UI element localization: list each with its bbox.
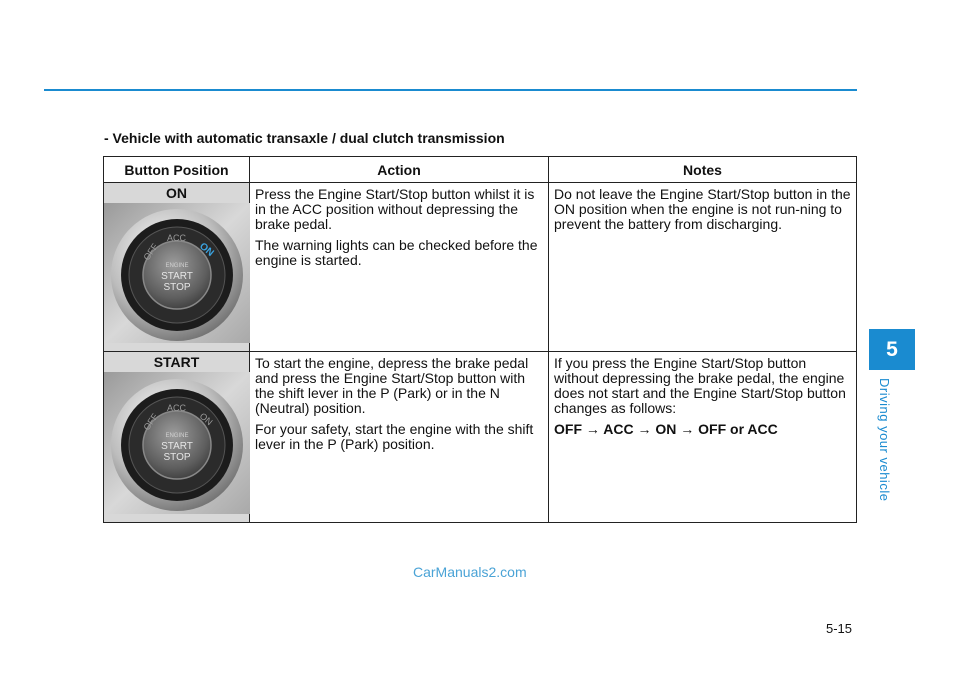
watermark: CarManuals2.com: [413, 564, 527, 580]
button-position-table: [103, 156, 857, 523]
center-stop: STOP: [163, 282, 191, 293]
chapter-label: Driving your vehicle: [877, 378, 892, 502]
position-label: ON: [166, 185, 187, 201]
notes-paragraph: Do not leave the Engine Start/Stop button in the ON position when the engine is not run-ning to prevent the battery from discharging.: [554, 186, 851, 232]
notes-cell-on: [549, 183, 857, 352]
engine-start-stop-button-icon: [104, 203, 250, 343]
table-header-row: [104, 157, 857, 183]
header-action: Action: [250, 157, 549, 183]
center-stop: STOP: [163, 452, 191, 463]
position-cell-start: [104, 352, 250, 523]
chapter-number-tab: 5: [869, 329, 915, 370]
ring-label-off: OFF: [141, 411, 160, 433]
position-label: START: [153, 354, 200, 370]
position-cell-on: [104, 183, 250, 352]
ring-label-on: ON: [197, 410, 215, 428]
action-paragraph: To start the engine, depress the brake pedal and press the Engine Start/Stop button with the shift lever in the P (Park) or in the N (Neutral) position.: [255, 355, 529, 416]
header-button-position: Button Position: [104, 157, 250, 183]
notes-paragraph: If you press the Engine Start/Stop button without depressing the brake pedal, the engine does not start and the Engine Start/Stop button changes as follows:: [554, 355, 846, 416]
page-number: 5-15: [826, 621, 853, 636]
ring-label-acc: ACC: [167, 403, 187, 413]
action-paragraph: For your safety, start the engine with the shift lever in the P (Park) position.: [255, 421, 534, 452]
action-paragraph: The warning lights can be checked before the engine is started.: [255, 237, 538, 268]
header-notes: Notes: [549, 157, 857, 183]
ring-label-on: ON: [197, 240, 216, 259]
center-start: START: [161, 271, 193, 282]
center-engine: ENGINE: [165, 263, 189, 269]
table-row: [104, 183, 857, 352]
action-cell-on: [250, 183, 549, 352]
engine-start-stop-button-icon: [104, 372, 250, 514]
action-cell-start: [250, 352, 549, 523]
action-paragraph: Press the Engine Start/Stop button whilst it is in the ACC position without depressing the brake pedal.: [255, 186, 535, 232]
ring-label-off: OFF: [141, 241, 160, 263]
table-row: [104, 352, 857, 523]
ring-label-acc: ACC: [167, 233, 187, 243]
notes-cell-start: [549, 352, 857, 523]
section-title: - Vehicle with automatic transaxle / dual clutch transmission: [104, 130, 505, 146]
top-rule: [44, 89, 857, 91]
center-engine: ENGINE: [165, 433, 189, 439]
state-sequence: OFF → ACC → ON → OFF or ACC: [554, 421, 778, 437]
center-start: START: [161, 441, 193, 452]
